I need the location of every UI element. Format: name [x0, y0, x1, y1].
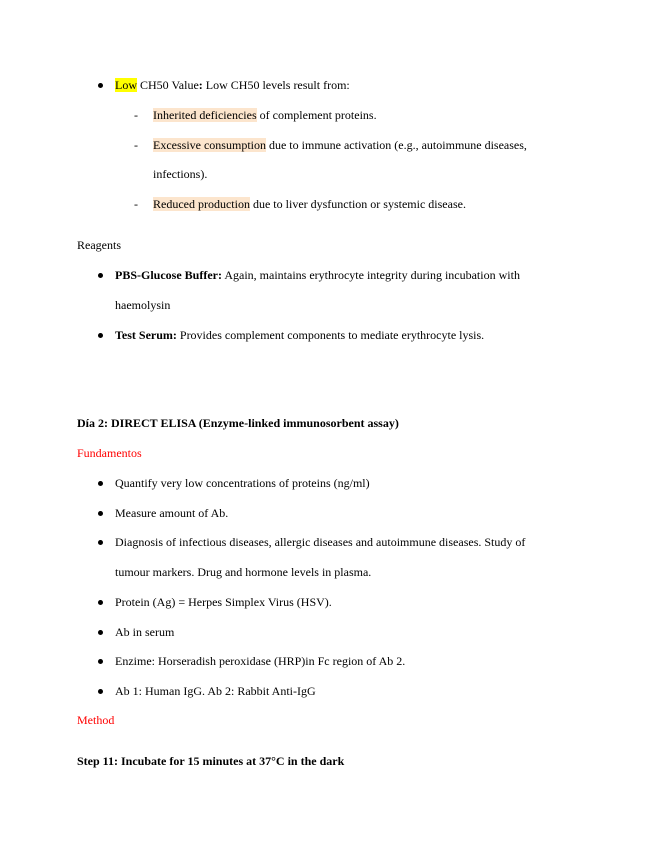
step-line: [77, 753, 344, 769]
low-item-2-cont: infections).: [153, 167, 208, 181]
item-text: of complement proteins.: [256, 108, 377, 122]
bullet-icon: [98, 540, 103, 545]
section-title-text: Día 2: DIRECT ELISA (Enzyme-linked immunosorbent assay): [77, 416, 399, 430]
bullet-icon: [98, 600, 103, 605]
bullet-icon: [98, 333, 103, 338]
low-item-2: [153, 137, 527, 153]
low-title-colon: :: [198, 78, 203, 92]
highlight-text: Inherited deficiencies: [153, 108, 257, 122]
reagent-item-1: [115, 267, 520, 283]
reagent-bold: Test Serum:: [115, 328, 177, 342]
fundamentos-item: Ab in serum: [115, 625, 175, 639]
fundamentos-item: Enzime: Horseradish peroxidase (HRP)in Fc region of Ab 2.: [115, 654, 406, 668]
low-title: CH50 Value: [137, 78, 199, 92]
reagent-text: Again, maintains erythrocyte integrity during incubation with: [222, 268, 520, 282]
bullet-icon: [98, 481, 103, 486]
step-text: Step 11: Incubate for 15 minutes at 37°C in the dark: [77, 754, 345, 768]
method-heading: Method: [77, 713, 115, 727]
bullet-icon: [98, 511, 103, 516]
fundamentos-item: Protein (Ag) = Herpes Simplex Virus (HSV).: [115, 595, 332, 609]
bullet-icon: [98, 83, 103, 88]
low-highlight: Low: [115, 78, 137, 92]
reagents-heading: Reagents: [77, 238, 121, 252]
section-title: [77, 415, 399, 431]
fundamentos-item: Ab 1: Human IgG. Ab 2: Rabbit Anti-IgG: [115, 684, 316, 698]
highlight-text: Reduced production: [153, 197, 250, 211]
fundamentos-heading: Fundamentos: [77, 446, 142, 460]
dash-marker: -: [134, 138, 138, 152]
highlight-text: Excessive consumption: [153, 138, 266, 152]
bullet-icon: [98, 689, 103, 694]
bullet-icon: [98, 659, 103, 664]
dash-marker: -: [134, 197, 138, 211]
reagent-bold: PBS-Glucose Buffer:: [115, 268, 222, 282]
bullet-icon: [98, 630, 103, 635]
fundamentos-item: Diagnosis of infectious diseases, allergic diseases and autoimmune diseases. Study of: [115, 535, 526, 549]
reagent-item-2: [115, 327, 484, 343]
reagent-item-1-cont: haemolysin: [115, 298, 171, 312]
item-text: due to liver dysfunction or systemic disease.: [249, 197, 466, 211]
fundamentos-item-cont: tumour markers. Drug and hormone levels in plasma.: [115, 565, 372, 579]
fundamentos-item: Measure amount of Ab.: [115, 506, 229, 520]
low-item-3: [153, 196, 466, 212]
low-item-1: [153, 107, 377, 123]
reagent-text: Provides complement components to mediate erythrocyte lysis.: [176, 328, 485, 342]
fundamentos-item: Quantify very low concentrations of proteins (ng/ml): [115, 476, 370, 490]
bullet-icon: [98, 273, 103, 278]
low-ch50-line: [115, 77, 350, 93]
low-description: Low CH50 levels result from:: [202, 78, 350, 92]
dash-marker: -: [134, 108, 138, 122]
item-text: due to immune activation (e.g., autoimmune diseases,: [265, 138, 527, 152]
